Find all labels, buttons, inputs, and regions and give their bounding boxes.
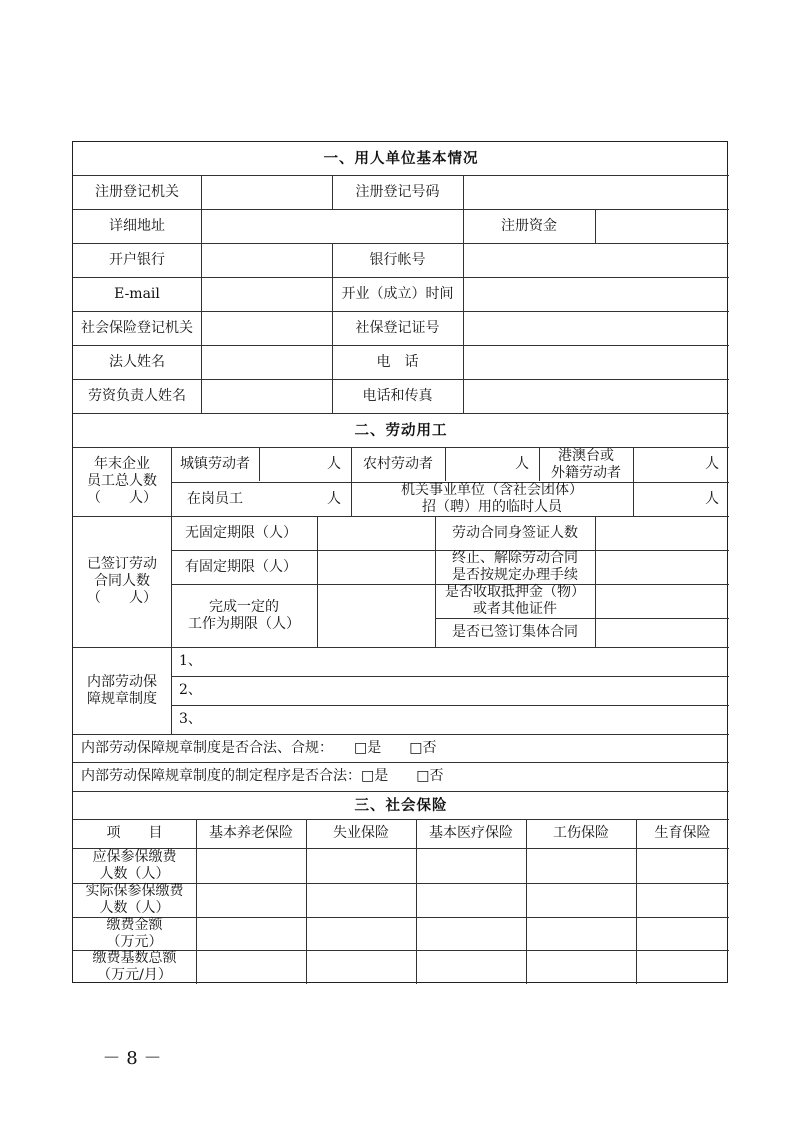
terminate-field[interactable] <box>595 550 729 584</box>
col-header-pension: 基本养老保险 <box>209 825 293 841</box>
label-si-authority: 社会保险登记机关 <box>81 319 193 336</box>
label-legal-name: 法人姓名 <box>109 353 165 370</box>
rule-item-3[interactable]: 3、 <box>179 711 202 727</box>
col-header-injury: 工伤保险 <box>553 825 609 841</box>
label-bank: 开户银行 <box>109 251 165 268</box>
label-task-term: 完成一定的 工作为期限（人） <box>188 598 300 632</box>
label-reg-number: 注册登记号码 <box>355 183 440 200</box>
bank-field[interactable] <box>201 243 332 277</box>
reg-authority-field[interactable] <box>201 175 332 209</box>
label-payroll-person: 劳资负责人姓名 <box>88 387 186 404</box>
address-field[interactable] <box>201 209 463 243</box>
row-label-required-insured: 应保参保缴费 人数（人） <box>92 848 177 882</box>
label-capital: 注册资金 <box>501 217 557 234</box>
legal-compliance-question[interactable]: 内部劳动保障规章制度是否合法、合规： □是 □否 <box>81 739 437 756</box>
label-phone: 电 话 <box>376 353 419 370</box>
label-urban: 城镇劳动者 <box>180 456 250 472</box>
collective-field[interactable] <box>595 618 729 647</box>
hkmt-count-unit: 人 <box>705 456 719 472</box>
label-on-duty: 在岗员工 <box>187 490 243 507</box>
label-no-fixed-term: 无固定期限（人） <box>185 524 297 541</box>
col-header-unemployment: 失业保险 <box>333 825 389 841</box>
no-fixed-term-field[interactable] <box>317 516 435 550</box>
procedure-compliance-question[interactable]: 内部劳动保障规章制度的制定程序是否合法：□是 □否 <box>81 768 444 784</box>
certified-field[interactable] <box>595 516 729 550</box>
task-term-field[interactable] <box>317 584 435 647</box>
reg-number-field[interactable] <box>463 175 729 209</box>
open-date-field[interactable] <box>463 277 729 311</box>
rule-item-1[interactable]: 1、 <box>179 653 202 669</box>
phone-fax-field[interactable] <box>463 379 729 413</box>
si-authority-field[interactable] <box>201 311 332 345</box>
label-deposit: 是否收取抵押金（物） 或者其他证件 <box>445 584 585 617</box>
label-reg-authority: 注册登记机关 <box>95 183 179 200</box>
page-number: － 8 － <box>102 1048 162 1069</box>
label-address: 详细地址 <box>109 217 165 234</box>
row-label-payment-amount: 缴费金额 （万元） <box>106 916 163 950</box>
label-terminate: 终止、解除劳动合同 是否按规定办理手续 <box>452 550 578 583</box>
rural-count-unit: 人 <box>515 456 529 472</box>
label-email: E-mail <box>114 285 160 302</box>
label-collective: 是否已签订集体合同 <box>452 624 578 640</box>
label-phone-fax: 电话和传真 <box>362 387 433 404</box>
si-cert-field[interactable] <box>463 311 729 345</box>
payroll-person-field[interactable] <box>201 379 332 413</box>
label-hkmt: 港澳台或 外籍劳动者 <box>551 447 621 481</box>
label-open-date: 开业（成立）时间 <box>341 285 454 302</box>
urban-count-unit: 人 <box>327 456 341 472</box>
col-header-maternity: 生育保险 <box>654 825 711 841</box>
label-fixed-term: 有固定期限（人） <box>185 558 297 575</box>
deposit-field[interactable] <box>595 584 729 618</box>
legal-name-field[interactable] <box>201 345 332 379</box>
fixed-term-field[interactable] <box>317 550 435 584</box>
label-rules: 内部劳动保 障规章制度 <box>87 673 157 707</box>
enterprise-info-form <box>72 141 728 983</box>
col-header-item: 项 目 <box>106 825 163 841</box>
section-title: 三、社会保险 <box>354 796 448 814</box>
email-field[interactable] <box>201 277 332 311</box>
section-title: 二、劳动用工 <box>354 421 448 439</box>
row-label-payment-base: 缴费基数总额 （万元/月） <box>92 950 177 983</box>
capital-field[interactable] <box>595 209 729 243</box>
col-header-medical: 基本医疗保险 <box>429 825 513 841</box>
label-account: 银行帐号 <box>369 251 426 268</box>
label-certified: 劳动合同身签证人数 <box>452 524 578 541</box>
label-rural: 农村劳动者 <box>363 456 433 472</box>
label-temp-staff: 机关事业单位（含社会团体） 招（聘）用的临时人员 <box>401 482 583 515</box>
row-label-actual-insured: 实际保参保缴费 人数（人） <box>85 883 184 916</box>
label-si-cert: 社保登记证号 <box>355 319 440 336</box>
phone-field[interactable] <box>463 345 729 379</box>
temp-count-unit: 人 <box>705 490 719 507</box>
on-duty-count-unit: 人 <box>327 490 341 507</box>
label-total-staff: 年末企业 员工总人数 （ 人） <box>87 456 157 506</box>
section-title: 一、用人单位基本情况 <box>323 150 479 167</box>
rule-item-2[interactable]: 2、 <box>179 682 202 698</box>
account-field[interactable] <box>463 243 729 277</box>
label-contracts: 已签订劳动 合同人数 （ 人） <box>87 556 157 606</box>
